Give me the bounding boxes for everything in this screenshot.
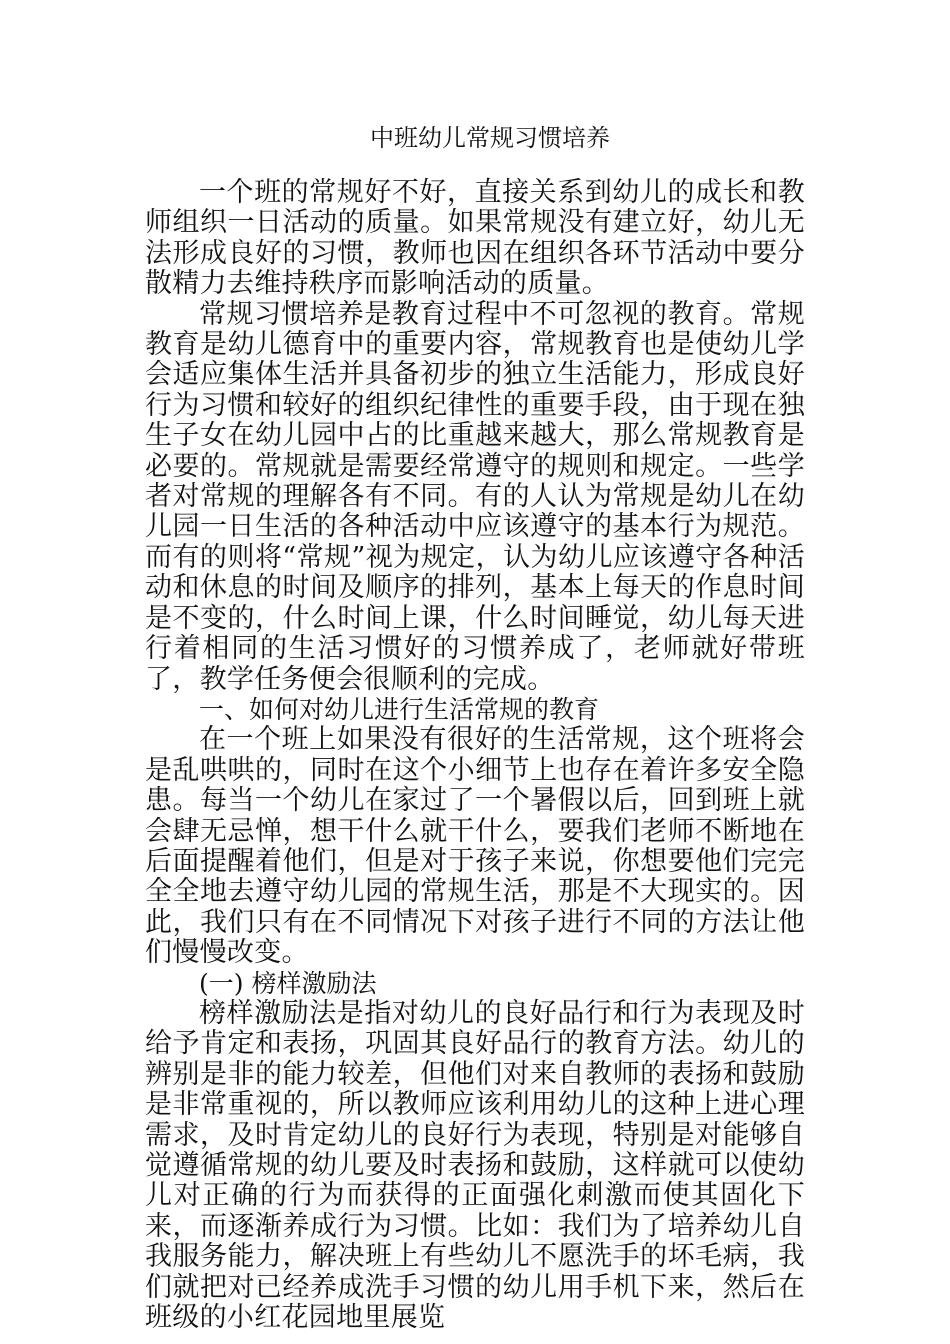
subsection-paragraph: 榜样激励法是指对幼儿的良好品行和行为表现及时给予肯定和表扬，巩固其良好品行的教育方法。幼儿的辨别是非的能力较差，但他们对来自教师的表扬和鼓励是非常重视的，所以教师应该利用幼儿的这种上进心理需求，及时肯定幼儿的良好行为表现，特别是对能够自觉遵循常规的幼儿要及时表扬和鼓励，这样就可以使幼儿对正确的行为而获得的正面强化刺激而使其固化下来，而逐渐养成行为习惯。比如：我们为了培养幼儿自我服务能力，解决班上有些幼儿不愿洗手的坏毛病，我们就把对已经养成洗手习惯的幼儿用手机下来，然后在班级的小红花园地里展览: [145, 997, 805, 1334]
document-title: 中班幼儿常规习惯培养: [370, 124, 610, 152]
document-page: [145, 118, 805, 1333]
section-heading: 一、如何对幼儿进行生活常规的教育: [199, 694, 600, 724]
section-paragraph: 在一个班上如果没有很好的生活常规，这个班将会是乱哄哄的，同时在这个小细节上也存在着许多安全隐患。每当一个幼儿在家过了一个暑假以后，回到班上就会肆无忌惮，想干什么就干什么，要我们老师不断地在后面提醒着他们，但是对于孩子来说，你想要他们完完全全地去遵守幼儿园的常规生活，那是不大现实的。因此，我们只有在不同情况下对孩子进行不同的方法让他们慢慢改变。: [145, 724, 805, 969]
intro-paragraph: 一个班的常规好不好，直接关系到幼儿的成长和教师组织一日活动的质量。如果常规没有建立好，幼儿无法形成良好的习惯，教师也因在组织各环节活动中要分散精力去维持秩序而影响活动的质量。: [145, 177, 805, 300]
subsection-heading: (一) 榜样激励法: [199, 968, 377, 998]
body-paragraph: 常规习惯培养是教育过程中不可忽视的教育。常规教育是幼儿德育中的重要内容，常规教育也是使幼儿学会适应集体生活并具备初步的独立生活能力，形成良好行为习惯和较好的组织纪律性的重要手段，由于现在独生子女在幼儿园中占的比重越来越大，那么常规教育是必要的。常规就是需要经常遵守的规则和规定。一些学者对常规的理解各有不同。有的人认为常规是幼儿在幼儿园一日生活的各种活动中应该遵守的基本行为规范。而有的则将“常规”视为规定，认为幼儿应该遵守各种活动和休息的时间及顺序的排列，基本上每天的作息时间是不变的，什么时间上课，什么时间睡觉，幼儿每天进行着相同的生活习惯好的习惯养成了，老师就好带班了，教学任务便会很顺利的完成。: [145, 298, 805, 695]
